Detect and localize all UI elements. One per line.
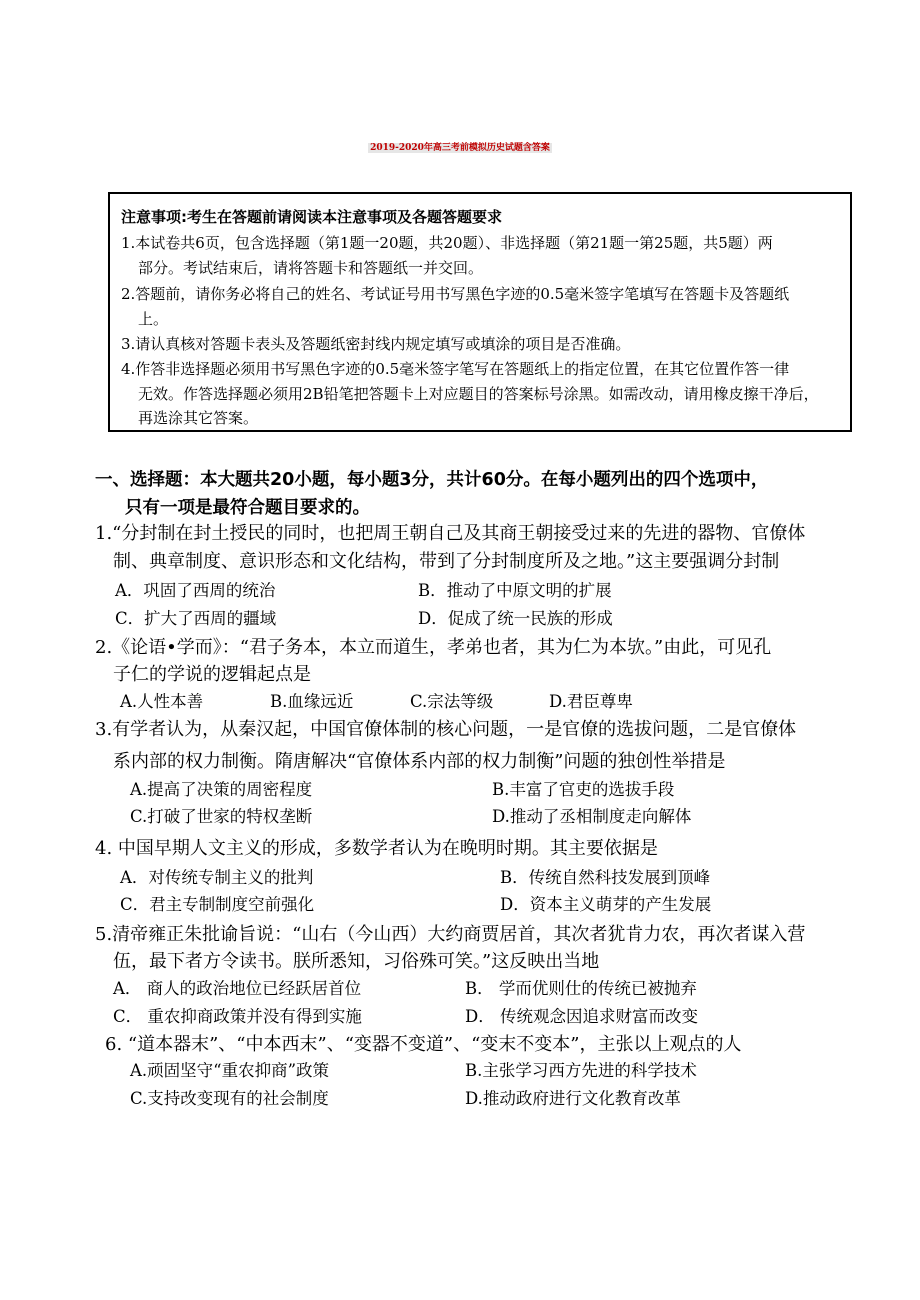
question-6-option-b: B.主张学习西方先进的科学技术 bbox=[465, 1061, 697, 1080]
question-6-option-a: A.顽固坚守“重农抑商”政策 bbox=[130, 1061, 330, 1080]
question-6-option-c: C.支持改变现有的社会制度 bbox=[130, 1089, 329, 1108]
notice-item-4-line-2: 无效。作答选择题必须用2B铅笔把答题卡上对应题目的答案标号涂黑。如需改动，请用橡皮擦干净后， bbox=[138, 385, 819, 403]
notice-box bbox=[108, 192, 852, 432]
notice-item-3: 3.请认真核对答题卡表头及答题纸密封线内规定填写或填涂的项目是否准确。 bbox=[121, 335, 631, 353]
question-4-option-c: C．君主专制制度空前强化 bbox=[120, 895, 315, 914]
question-5-option-a: A． 商人的政治地位已经跃居首位 bbox=[113, 979, 362, 998]
question-6-line-1: 6. “道本器末”、“中本西末”、“变器不变道”、“变末不变本”，主张以上观点的人 bbox=[105, 1034, 742, 1055]
question-2-option-a: A.人性本善 bbox=[120, 692, 204, 711]
question-1-option-a: A．巩固了西周的统治 bbox=[115, 581, 276, 600]
question-5-option-d: D． 传统观念因追求财富而改变 bbox=[465, 1007, 698, 1026]
question-3-option-b: B.丰富了官吏的选拔手段 bbox=[492, 780, 675, 799]
question-1-line-1: 1.“分封制在封土授民的同时，也把周王朝自己及其商王朝接受过来的先进的器物、官僚体 bbox=[95, 523, 806, 544]
question-3-line-2: 系内部的权力制衡。隋唐解决“官僚体系内部的权力制衡”问题的独创性举措是 bbox=[113, 751, 726, 772]
question-2-option-b: B.血缘远近 bbox=[270, 692, 354, 711]
notice-heading: 注意事项:考生在答题前请阅读本注意事项及各题答题要求 bbox=[121, 208, 503, 226]
notice-item-2-line-2: 上。 bbox=[138, 310, 169, 328]
notice-item-4-line-3: 再选涂其它答案。 bbox=[138, 409, 259, 427]
notice-item-1-line-1: 1.本试卷共6页，包含选择题（第1题一20题，共20题）、非选择题（第21题一第25题，共5题）两 bbox=[121, 234, 773, 252]
notice-item-2-line-1: 2.答题前，请你务必将自己的姓名、考试证号用书写黑色字迹的0.5毫米签字笔填写在答题卡及答题纸 bbox=[121, 285, 790, 303]
page-title: 2019-2020年高三考前模拟历史试题含答案 bbox=[370, 143, 550, 153]
question-5-line-2: 伍，最下者方令读书。朕所悉知，习俗殊可笑。”这反映出当地 bbox=[113, 951, 600, 972]
question-4-line-1: 4. 中国早期人文主义的形成，多数学者认为在晚明时期。其主要依据是 bbox=[95, 838, 658, 859]
question-4-option-d: D．资本主义萌芽的产生发展 bbox=[500, 895, 712, 914]
question-5-option-b: B． 学而优则仕的传统已被抛弃 bbox=[465, 979, 697, 998]
question-1-option-b: B．推动了中原文明的扩展 bbox=[418, 581, 612, 600]
question-4-option-b: B．传统自然科技发展到顶峰 bbox=[500, 868, 711, 887]
question-2-option-c: C.宗法等级 bbox=[410, 692, 494, 711]
question-3-option-c: C.打破了世家的特权垄断 bbox=[130, 807, 313, 826]
question-4-option-a: A．对传统专制主义的批判 bbox=[120, 868, 314, 887]
section-heading-line-1: 一、选择题：本大题共20小题，每小题3分，共计60分。在每小题列出的四个选项中， bbox=[95, 470, 769, 490]
question-3-line-1: 3.有学者认为，从秦汉起，中国官僚体制的核心问题，一是官僚的选拔问题，二是官僚体 bbox=[95, 719, 797, 740]
section-heading-line-2: 只有一项是最符合题目要求的。 bbox=[125, 498, 370, 518]
question-6-option-d: D.推动政府进行文化教育改革 bbox=[465, 1089, 681, 1108]
question-5-line-1: 5.清帝雍正朱批谕旨说：“山右（今山西）大约商贾居首，其次者犹肯力农，再次者谋入营 bbox=[95, 924, 806, 945]
question-2-line-2: 子仁的学说的逻辑起点是 bbox=[113, 664, 311, 685]
question-2-line-1: 2.《论语•学而》：“君子务本，本立而道生，孝弟也者，其为仁为本欤。”由此，可见孔 bbox=[95, 637, 772, 658]
question-1-line-2: 制、典章制度、意识形态和文化结构，带到了分封制度所及之地。”这主要强调分封制 bbox=[113, 551, 780, 572]
question-3-option-d: D.推动了丞相制度走向解体 bbox=[492, 807, 692, 826]
question-1-option-c: C．扩大了西周的疆域 bbox=[115, 609, 277, 628]
question-2-option-d: D.君臣尊卑 bbox=[549, 692, 633, 711]
question-5-option-c: C． 重农抑商政策并没有得到实施 bbox=[113, 1007, 362, 1026]
notice-item-1-line-2: 部分。考试结束后，请将答题卡和答题纸一并交回。 bbox=[138, 259, 484, 277]
question-1-option-d: D．促成了统一民族的形成 bbox=[418, 609, 613, 628]
question-3-option-a: A.提高了决策的周密程度 bbox=[130, 780, 313, 799]
notice-item-4-line-1: 4.作答非选择题必须用书写黑色字迹的0.5毫米签字笔写在答题纸上的指定位置，在其它位置作答一律 bbox=[121, 360, 790, 378]
